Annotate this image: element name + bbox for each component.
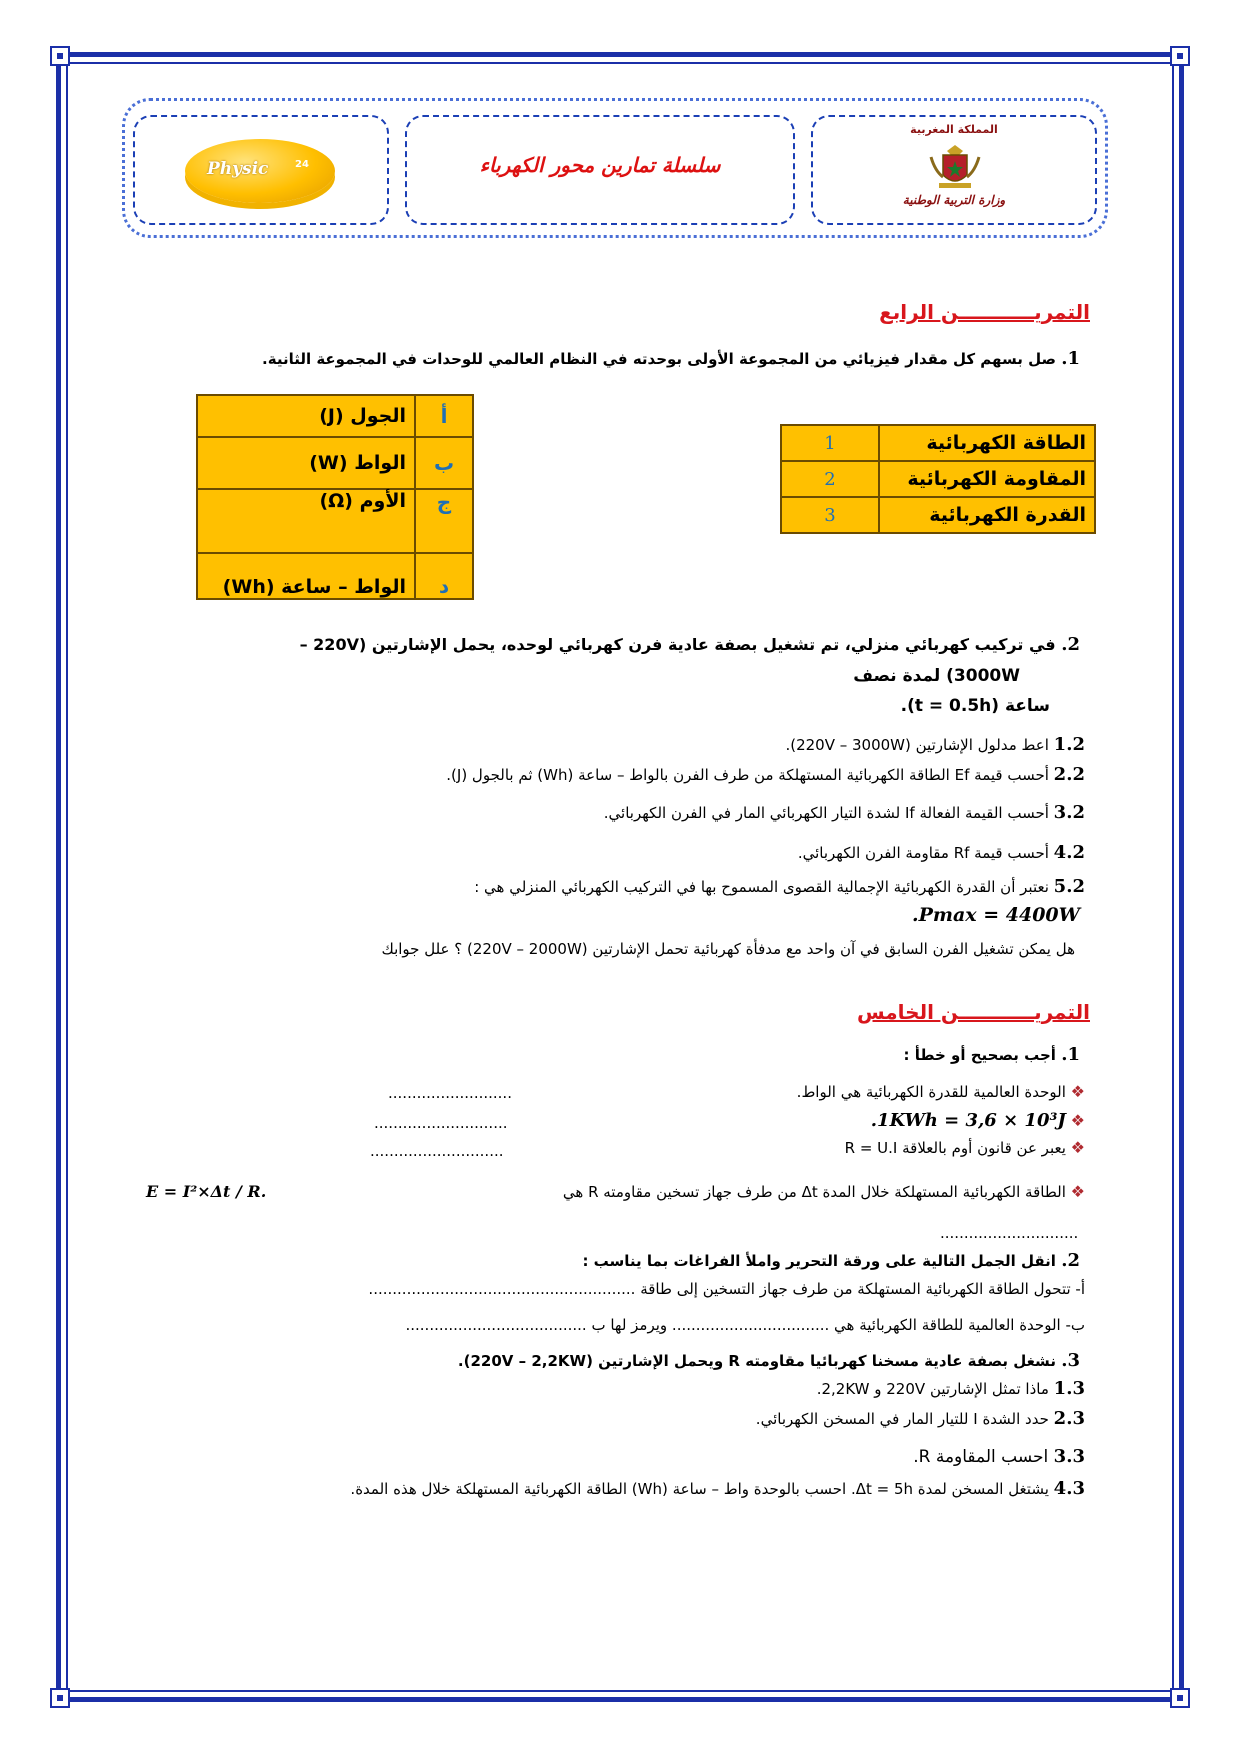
ex4-final-question: هل يمكن تشغيل الفرن السابق في آن واحد مع مدفأة كهربائية تحمل الإشارتين (220V – 2000W) ؟ علل جوابك	[381, 940, 1075, 958]
item-number: 4.2	[1053, 842, 1085, 863]
question-text: أجب بصحيح أو خطأ :	[903, 1046, 1056, 1064]
quantity-label: المقاومة الكهربائية	[879, 461, 1095, 497]
ex5-q3	[150, 1350, 1080, 1371]
ex5-item	[150, 1446, 1085, 1467]
item-number: 5.2	[1053, 876, 1085, 897]
answer-blank: ............................	[370, 1142, 504, 1160]
item-text: ماذا تمثل الإشارتين 220V و 2,2KW.	[816, 1380, 1049, 1398]
item-number: 1.2	[1053, 734, 1085, 755]
item-number: 3.3	[1053, 1446, 1085, 1467]
diamond-bullet-icon: ❖	[1070, 1182, 1085, 1201]
question-number: 3.	[1061, 1350, 1080, 1371]
item-number: 2.2	[1053, 764, 1085, 785]
quantity-label: القدرة الكهربائية	[879, 497, 1095, 533]
quantity-number: 3	[781, 497, 879, 533]
answer-blank: .............................	[940, 1224, 1079, 1242]
series-title: سلسلة تمارين محور الكهرباء	[479, 153, 721, 177]
ex4-q2-line2: 3000W) لمدة نصف	[853, 666, 1020, 686]
tf-statement	[560, 1110, 1085, 1131]
coat-of-arms-icon	[925, 141, 985, 191]
ex4-item	[150, 842, 1085, 863]
ex5-q1	[150, 1044, 1080, 1065]
diamond-bullet-icon: ❖	[1070, 1138, 1085, 1157]
item-text: احسب المقاومة R.	[913, 1447, 1049, 1467]
ex4-item	[150, 876, 1085, 897]
answer-blank: ............................	[374, 1114, 508, 1132]
tf-statement	[560, 1082, 1085, 1101]
tf-text: الوحدة العالمية للقدرة الكهربائية هي الواط.	[796, 1083, 1066, 1101]
item-number: 1.3	[1053, 1378, 1085, 1399]
ministry-box	[811, 115, 1097, 225]
question-text: انقل الجمل التالية على ورقة التحرير واملأ الفراغات بما يناسب :	[582, 1252, 1056, 1270]
item-text: يشتغل المسخن لمدة Δt = 5h. احسب بالوحدة واط – ساعة (Wh) الطاقة الكهربائية المستهلكة خلال هذه المدة.	[350, 1480, 1049, 1498]
ex5-item	[150, 1378, 1085, 1399]
fill-sentence-b: ب- الوحدة العالمية للطاقة الكهربائية هي ................................. ويرمز لها ب ......................................	[405, 1316, 1085, 1334]
ex4-q2	[150, 634, 1080, 655]
item-text: أحسب القيمة الفعالة If لشدة التيار الكهربائي المار في الفرن الكهربائي.	[603, 804, 1049, 822]
corner-ornament	[1170, 46, 1190, 66]
ex5-q2	[150, 1250, 1080, 1271]
item-text: حدد الشدة I للتيار المار في المسخن الكهربائي.	[755, 1410, 1049, 1428]
corner-ornament	[50, 46, 70, 66]
quantity-number: 1	[781, 425, 879, 461]
document-header	[122, 98, 1108, 238]
item-number: 4.3	[1053, 1478, 1085, 1499]
energy-formula: E = I²×Δt / R.	[146, 1182, 267, 1201]
quantity-number: 2	[781, 461, 879, 497]
ex5-item	[150, 1478, 1085, 1499]
question-text: في تركيب كهربائي منزلي، تم تشغيل بصفة عادية فرن كهربائي لوحده، يحمل الإشارتين (220V –	[299, 635, 1056, 654]
question-text: صل بسهم كل مقدار فيزيائي من المجموعة الأولى بوحدته في النظام العالمي للوحدات في المجموعة الثانية.	[262, 350, 1056, 368]
tf-text: الطاقة الكهربائية المستهلكة خلال المدة Δt من طرف جهاز تسخين مقاومته R هي	[562, 1183, 1066, 1201]
corner-ornament	[1170, 1688, 1190, 1708]
item-text: أحسب قيمة Ef الطاقة الكهربائية المستهلكة من طرف الفرن بالواط – ساعة (Wh) ثم بالجول (J).	[446, 766, 1049, 784]
physic24-logo	[185, 139, 335, 203]
unit-label: الواط – ساعة (Wh)	[197, 553, 415, 599]
quantity-label: الطاقة الكهربائية	[879, 425, 1095, 461]
diamond-bullet-icon: ❖	[1070, 1082, 1085, 1101]
kingdom-label: المملكة المغربية	[910, 123, 998, 136]
logo-text: Physic	[207, 159, 269, 179]
tf-statement	[560, 1138, 1085, 1157]
answer-blank: ..........................	[388, 1084, 512, 1102]
question-number: 2.	[1061, 1250, 1080, 1271]
ex4-item	[150, 764, 1085, 785]
item-text: اعط مدلول الإشارتين (220V – 3000W).	[785, 736, 1049, 754]
item-number: 2.3	[1053, 1408, 1085, 1429]
unit-letter: ب	[415, 437, 473, 489]
unit-label: الجول (J)	[197, 395, 415, 437]
question-number: 2.	[1061, 634, 1080, 655]
item-number: 3.2	[1053, 802, 1085, 823]
pmax-formula: Pmax = 4400W.	[911, 904, 1080, 926]
exercise5-title: التمريـــــــــــن الخامس	[857, 1000, 1090, 1024]
unit-label: الواط (W)	[197, 437, 415, 489]
ex4-item	[150, 802, 1085, 823]
ex4-q2-line3: ساعة (t = 0.5h).	[900, 696, 1050, 716]
item-text: نعتبر أن القدرة الكهربائية الإجمالية القصوى المسموح بها في التركيب الكهربائي المنزلي هي :	[474, 878, 1049, 896]
tf-statement	[260, 1182, 1085, 1201]
unit-letter: د	[415, 553, 473, 599]
item-text: أحسب قيمة Rf مقاومة الفرن الكهربائي.	[797, 844, 1049, 862]
logo-number: 24	[295, 159, 309, 170]
ex4-item	[150, 734, 1085, 755]
unit-letter: ج	[415, 489, 473, 553]
unit-label: الأوم (Ω)	[197, 489, 415, 553]
question-number: 1.	[1061, 1044, 1080, 1065]
tf-text: يعبر عن قانون أوم بالعلاقة R = U.I	[844, 1139, 1066, 1157]
exercise4-title: التمريـــــــــــن الرابع	[879, 300, 1090, 324]
corner-ornament	[50, 1688, 70, 1708]
ex4-q1	[150, 348, 1080, 369]
question-text: نشغل بصفة عادية مسخنا كهربائيا مقاومته R ويحمل الإشارتين (220V – 2,2KW).	[457, 1352, 1056, 1370]
units-table	[196, 394, 474, 600]
title-box	[405, 115, 795, 225]
fill-sentence-a: أ- تتحول الطاقة الكهربائية المستهلكة من طرف جهاز التسخين إلى طاقة ........................................................	[368, 1280, 1085, 1298]
tf-text: 1KWh = 3,6 × 10³J.	[870, 1110, 1066, 1131]
unit-letter: أ	[415, 395, 473, 437]
ex5-item	[150, 1408, 1085, 1429]
question-number: 1.	[1061, 348, 1080, 369]
ministry-label: وزارة التربية الوطنية	[902, 193, 1006, 207]
quantities-table	[780, 424, 1096, 534]
diamond-bullet-icon: ❖	[1070, 1111, 1085, 1130]
logo-box	[133, 115, 389, 225]
